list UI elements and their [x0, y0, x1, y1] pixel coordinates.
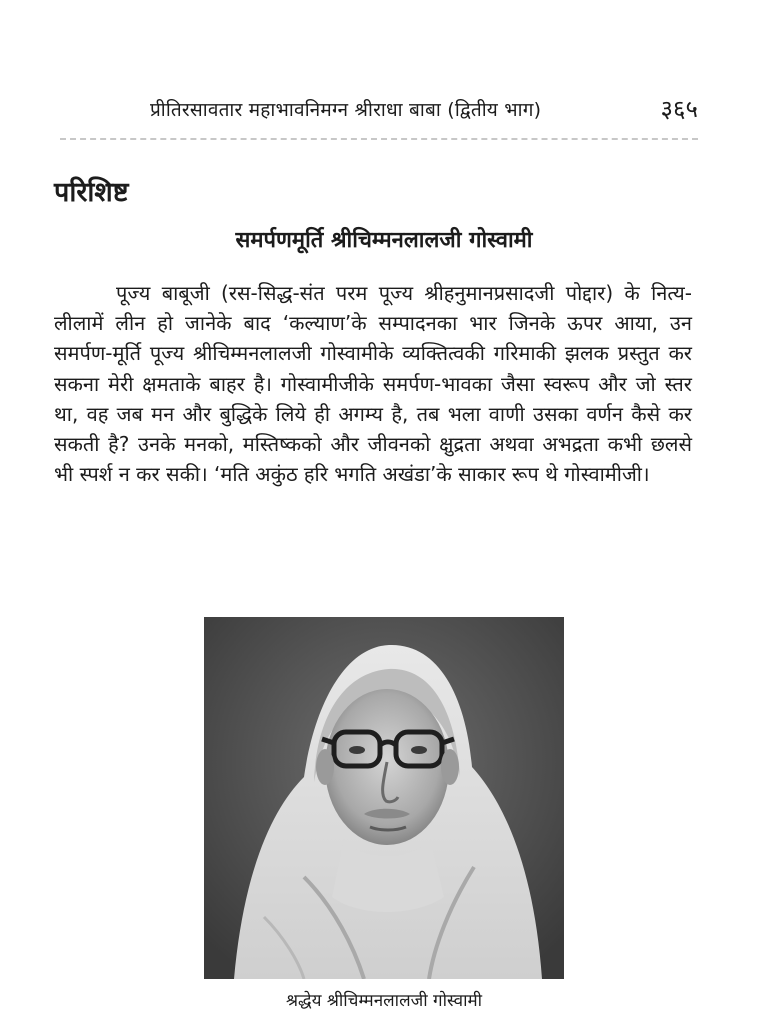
- section-title: परिशिष्ट: [54, 177, 129, 208]
- portrait-illustration: [204, 617, 564, 979]
- page-number: ३६५: [660, 95, 698, 123]
- article-title: समर्पणमूर्ति श्रीचिम्मनलालजी गोस्वामी: [235, 228, 533, 253]
- running-title: प्रीतिरसावतार महाभावनिमग्न श्रीराधा बाबा (द्वितीय भाग): [150, 99, 542, 121]
- photo-caption: श्रद्धेय श्रीचिम्मनलालजी गोस्वामी: [285, 991, 483, 1011]
- portrait-photo: [204, 617, 564, 979]
- article-paragraph: पूज्य बाबूजी (रस-सिद्ध-संत परम पूज्य श्रीहनुमानप्रसादजी पोद्दार) के नित्य-लीलामें लीन हो जानेके बाद ‘कल्याण’के सम्पादनका भार जिनके ऊपर आया, उन समर्पण-मूर्ति पूज्य श्रीचिम्मनलालजी गोस्वामीके व्यक्तित्वकी गरिमाकी झलक प्रस्तुत कर सकना मेरी क्षमताके बाहर है। गोस्वामीजीके समर्पण-भावका जैसा स्वरूप और जो स्तर था, वह जब मन और बुद्धिके लिये ही अगम्य है, तब भला वाणी उसका वर्णन कैसे कर सकती है? उनके मनको, मस्तिष्कको और जीवनको क्षुद्रता अथवा अभद्रता कभी छलसे भी स्पर्श न कर सकी। ‘मति अकुंठ हरि भगति अखंडा’के साकार रूप थे गोस्वामीजी।: [54, 281, 692, 487]
- running-header: [150, 92, 698, 126]
- header-rule: [60, 138, 698, 140]
